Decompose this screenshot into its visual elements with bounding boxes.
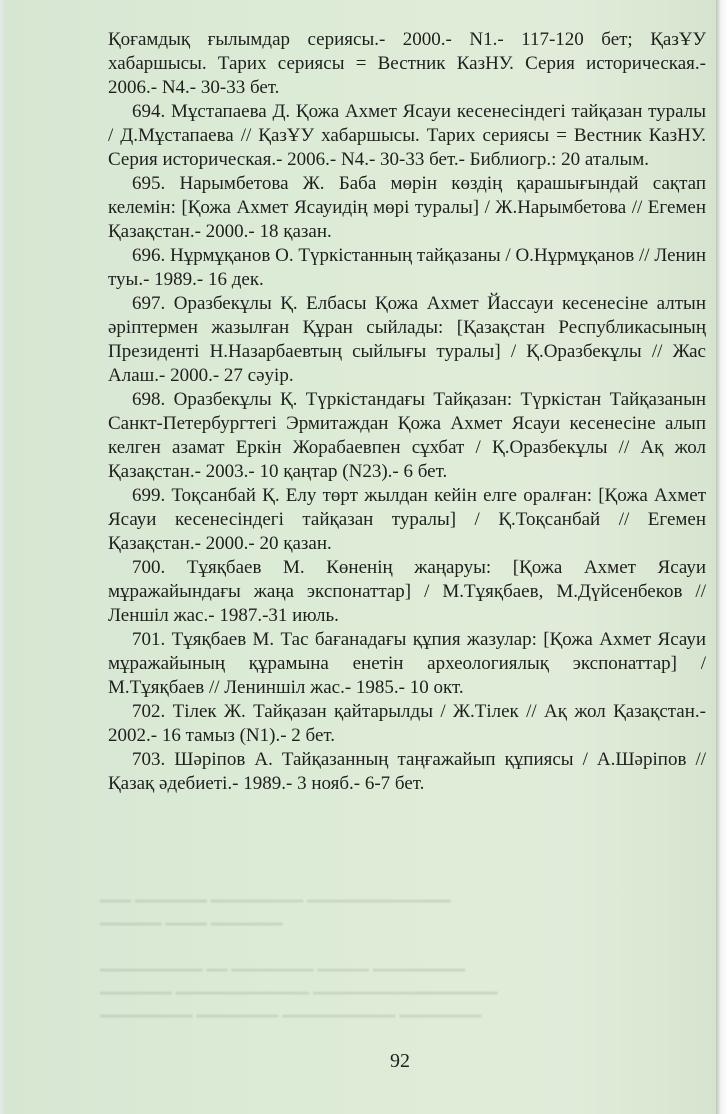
entry-700 bbox=[108, 556, 706, 628]
entry-number: 696. bbox=[132, 245, 166, 266]
book-spine-edge bbox=[716, 0, 728, 1114]
entry-text: Тұяқбаев М. Көненің жаңаруы: [Қожа Ахмет Ясауи мұражайындағы жаңа экспонаттар] / М.Тұяқбаев, М.Дүйсенбеков // Леншіл жас.- 1987.-31 июль. bbox=[108, 557, 706, 626]
entry-text: Оразбекұлы Қ. Түркістандағы Тайқазан: Түркістан Тайқазанын Санкт-Петербургтегі Эрмитаждан Қожа Ахмет Ясауи кесенесіне алып келген азамат Еркін Жорабаевпен сұхбат / Қ.Оразбекұлы // Ақ жол Қазақстан.- 2003.- 10 қаңтар (N23).- 6 бет. bbox=[108, 389, 707, 482]
entry-number: 697. bbox=[132, 293, 166, 314]
entry-text: Мұстапаева Д. Қожа Ахмет Ясауи кесенесіндегі тайқазан туралы / Д.Мұстапаева // ҚазҰУ хабаршысы. Тарих сериясы = Вестник КазНУ. Серия историческая.- 2006.- N4.- 30-33 бет.- Библиогр.: 20 аталым. bbox=[108, 101, 707, 170]
continuation-entry: Қоғамдық ғылымдар сериясы.- 2000.- N1.- 117-120 бет; ҚазҰУ хабаршысы. Тарих сериясы = Вестник КазНУ. Серия историческая.- 2006.- N4.- 30-33 бет. bbox=[108, 29, 706, 98]
entry-698 bbox=[108, 388, 706, 484]
entry-number: 700. bbox=[132, 557, 166, 578]
entry-number: 703. bbox=[132, 749, 166, 770]
entry-699 bbox=[108, 484, 706, 556]
entry-text: Шәріпов А. Тайқазанның таңғажайып құпиясы / А.Шәріпов // Қазақ әдебиеті.- 1989.- 3 нояб.- 6-7 бет. bbox=[108, 749, 707, 794]
entry-697 bbox=[108, 292, 706, 388]
entry-695 bbox=[108, 172, 706, 244]
entry-text: Нұрмұқанов О. Түркістанның тайқазаны / О.Нұрмұқанов // Ленин туы.- 1989.- 16 дек. bbox=[108, 245, 707, 290]
entry-number: 694. bbox=[132, 101, 166, 122]
entry-702 bbox=[108, 700, 706, 748]
show-through-text: ━━━ ━━━━━━━ ━━━━━━━━━ ━━━━━━━━━━━━━━ ━━━━━━ ━━━━ ━━━━━━━ ━━━━━━━━━━ ━━ ━━━━━━━━ ━━━━━ ━━━━━━━━━ ━━━━━━━ ━━━━━━━━━━━━━ ━━━━━━━━━━━━━━━━━━ ━━━━━━━━━ ━━━━━━━━ ━━━━━━━━━━━ ━━━━━━━━ bbox=[100, 892, 498, 1026]
entry-text: Тілек Ж. Тайқазан қайтарылды / Ж.Тілек // Ақ жол Қазақстан.- 2002.- 16 тамыз (N1).- 2 бет. bbox=[108, 701, 706, 746]
entry-694 bbox=[108, 100, 706, 172]
page-edge-shadow bbox=[0, 0, 6, 1114]
entry-701 bbox=[108, 628, 706, 700]
page-number: 92 bbox=[390, 1050, 410, 1072]
entry-number: 699. bbox=[132, 485, 166, 506]
entry-696 bbox=[108, 244, 706, 292]
entry-number: 701. bbox=[132, 629, 166, 650]
entry-number: 698. bbox=[132, 389, 166, 410]
entry-number: 702. bbox=[132, 701, 166, 722]
entry-text: Тұяқбаев М. Тас бағанадағы құпия жазулар: [Қожа Ахмет Ясауи мұражайының құрамына енетін археологиялық экспонаттар] / М.Тұяқбаев // Лениншіл жас.- 1985.- 10 окт. bbox=[108, 629, 706, 698]
entry-text: Оразбекұлы Қ. Елбасы Қожа Ахмет Йассауи кесенесіне алтын әріптермен жазылған Құран сыйлады: [Қазақстан Республикасының Президенті Н.Назарбаевтың сыйлығы туралы] / Қ.Оразбекұлы // Жас Алаш.- 2000.- 27 сәуір. bbox=[108, 293, 706, 386]
entry-703 bbox=[108, 748, 706, 796]
bibliography-text bbox=[108, 28, 706, 796]
entry-number: 695. bbox=[132, 173, 166, 194]
entry-text: Нарымбетова Ж. Баба мөрін көздің қарашығындай сақтап келемін: [Қожа Ахмет Ясауидің мөрі туралы] / Ж.Нарымбетова // Егемен Қазақстан.- 2000.- 18 қазан. bbox=[108, 173, 706, 242]
entry-text: Тоқсанбай Қ. Елу төрт жылдан кейін елге оралған: [Қожа Ахмет Ясауи кесенесіндегі тайқазан туралы] / Қ.Тоқсанбай // Егемен Қазақстан.- 2000.- 20 қазан. bbox=[108, 485, 706, 554]
